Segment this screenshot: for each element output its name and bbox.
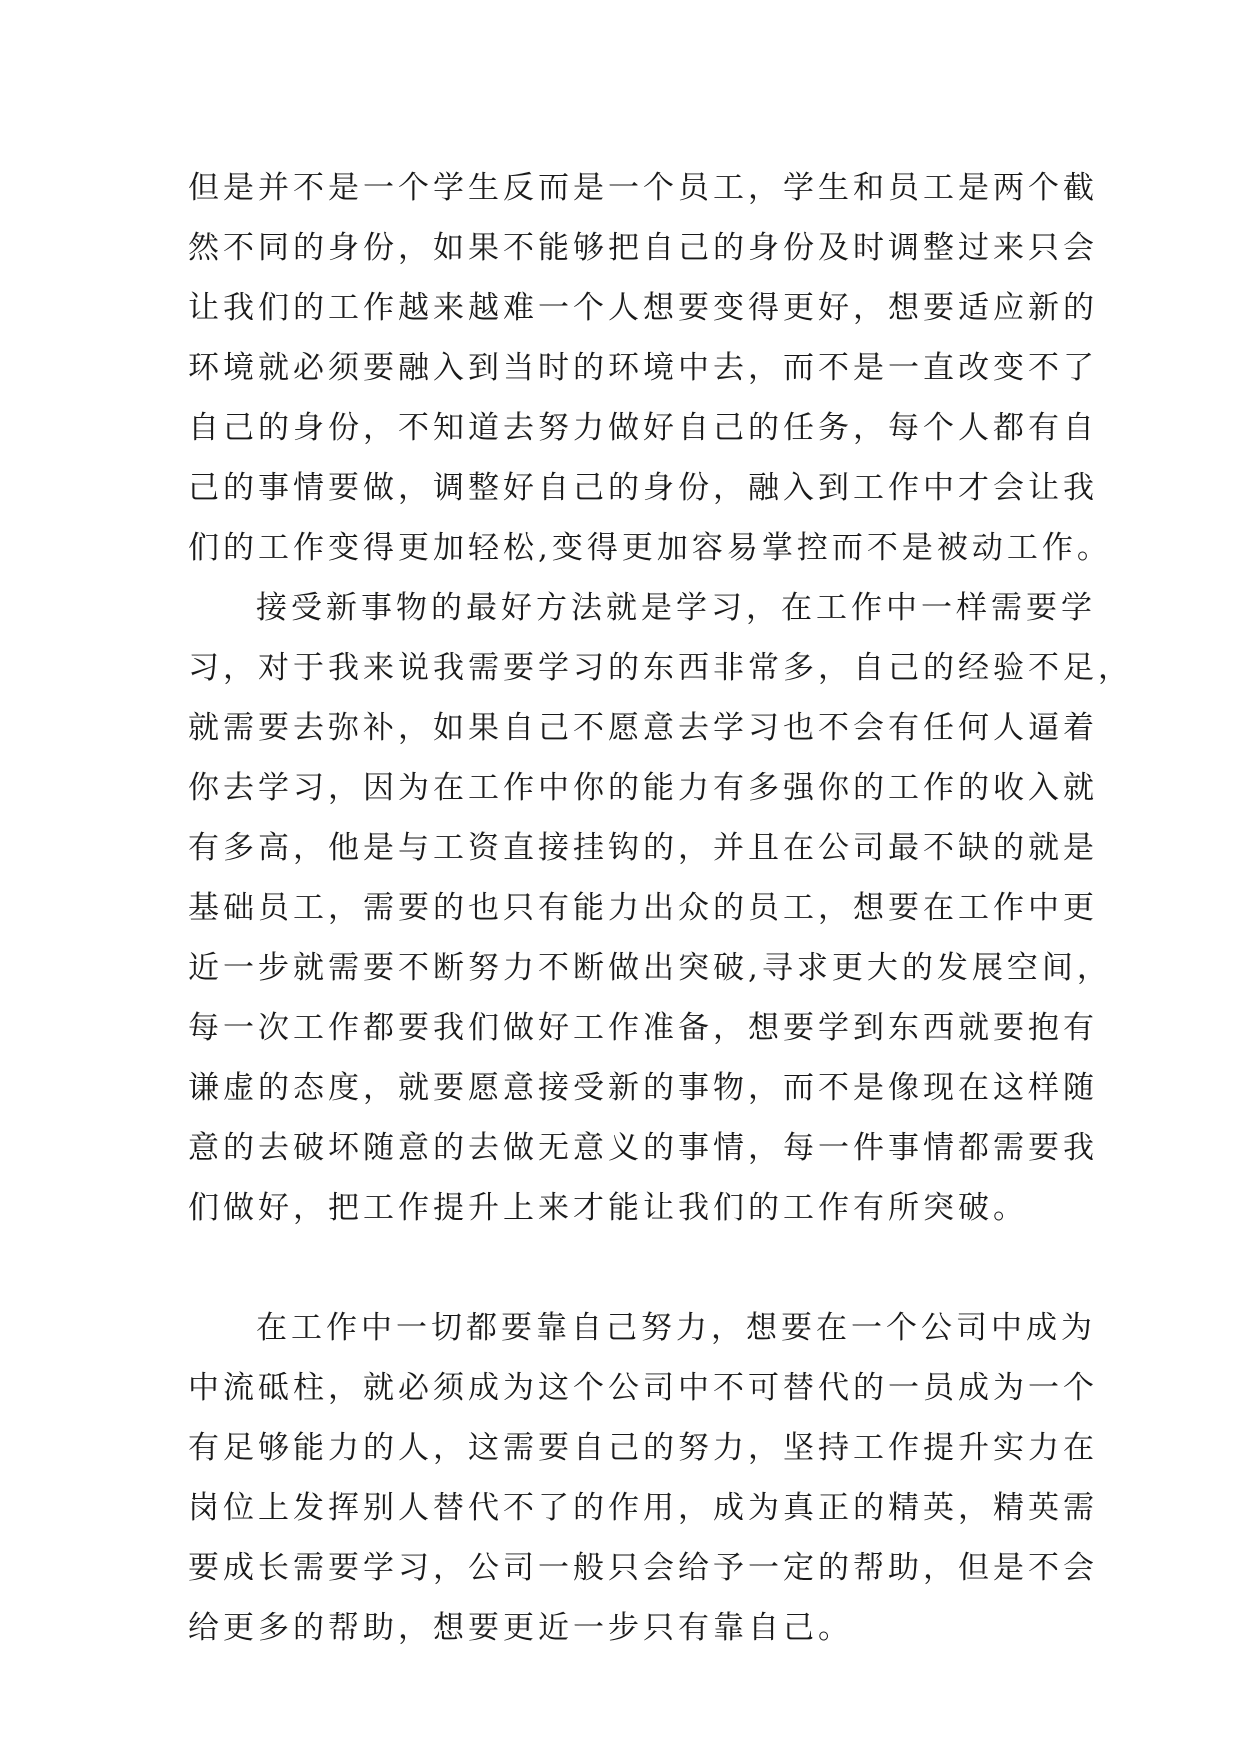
text-line: 自己的身份，不知道去努力做好自己的任务，每个人都有自	[188, 410, 1098, 446]
text-line: 然不同的身份，如果不能够把自己的身份及时调整过来只会	[188, 230, 1098, 266]
text-line: 谦虚的态度，就要愿意接受新的事物，而不是像现在这样随	[188, 1070, 1098, 1106]
text-line: 但是并不是一个学生反而是一个员工，学生和员工是两个截	[188, 170, 1098, 206]
text-line: 有多高，他是与工资直接挂钩的，并且在公司最不缺的就是	[188, 830, 1098, 866]
text-line: 们的工作变得更加轻松,变得更加容易掌控而不是被动工作。	[188, 530, 1112, 566]
text-line: 给更多的帮助，想要更近一步只有靠自己。	[188, 1610, 853, 1646]
text-line: 己的事情要做，调整好自己的身份，融入到工作中才会让我	[188, 470, 1098, 506]
text-line: 们做好，把工作提升上来才能让我们的工作有所突破。	[188, 1190, 1028, 1226]
text-line: 要成长需要学习，公司一般只会给予一定的帮助，但是不会	[188, 1550, 1098, 1586]
text-line: 环境就必须要融入到当时的环境中去，而不是一直改变不了	[188, 350, 1098, 386]
paragraph-2	[188, 578, 1133, 1298]
text-line: 让我们的工作越来越难一个人想要变得更好，想要适应新的	[188, 290, 1098, 326]
text-line: 基础员工，需要的也只有能力出众的员工，想要在工作中更	[188, 890, 1098, 926]
text-line: 就需要去弥补，如果自己不愿意去学习也不会有任何人逼着	[188, 710, 1098, 746]
paragraph-3	[188, 1298, 1098, 1658]
document-body	[188, 158, 1133, 1658]
text-line: 每一次工作都要我们做好工作准备，想要学到东西就要抱有	[188, 1010, 1098, 1046]
text-line: 中流砥柱，就必须成为这个公司中不可替代的一员成为一个	[188, 1370, 1098, 1406]
text-line: 岗位上发挥别人替代不了的作用，成为真正的精英，精英需	[188, 1490, 1098, 1526]
text-line: 习，对于我来说我需要学习的东西非常多，自己的经验不足，	[188, 650, 1133, 686]
text-line: 近一步就需要不断努力不断做出突破,寻求更大的发展空间，	[188, 950, 1112, 986]
text-line: 有足够能力的人，这需要自己的努力，坚持工作提升实力在	[188, 1430, 1098, 1466]
text-line: 接受新事物的最好方法就是学习，在工作中一样需要学	[256, 590, 1096, 626]
text-line: 在工作中一切都要靠自己努力，想要在一个公司中成为	[256, 1310, 1096, 1346]
paragraph-1	[188, 158, 1112, 578]
text-line	[188, 1238, 1048, 1298]
text-line: 意的去破坏随意的去做无意义的事情，每一件事情都需要我	[188, 1130, 1098, 1166]
text-line: 你去学习，因为在工作中你的能力有多强你的工作的收入就	[188, 770, 1098, 806]
